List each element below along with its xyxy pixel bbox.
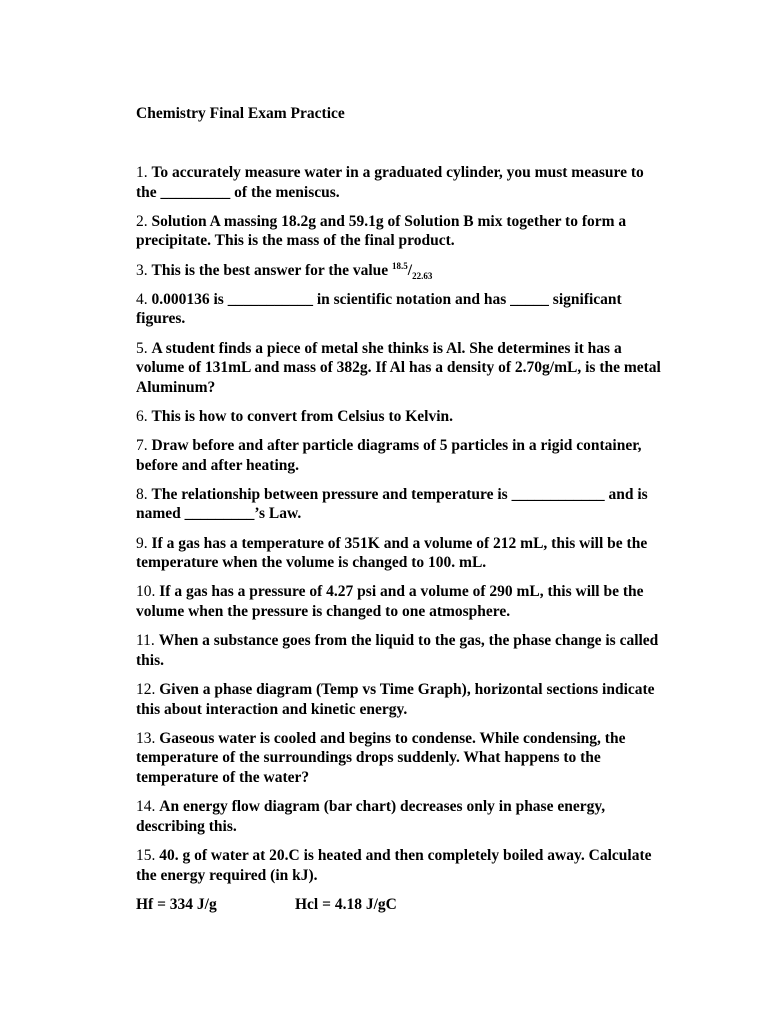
heat-of-fusion: Hf = 334 J/g	[136, 895, 217, 913]
question-text: Draw before and after particle diagrams of 5 particles in a rigid container, before and after heating.	[136, 437, 642, 474]
question-number: 2.	[136, 212, 148, 230]
question-6	[136, 407, 661, 427]
question-text: This is the best answer for the value	[151, 261, 389, 279]
question-10	[136, 582, 661, 621]
question-text: Given a phase diagram (Temp vs Time Graph), horizontal sections indicate this about interaction and kinetic energy.	[136, 681, 655, 718]
question-5	[136, 339, 661, 398]
question-text: A student finds a piece of metal she thinks is Al. She determines it has a volume of 131mL and mass of 382g. If Al has a density of 2.70g/mL, is the metal Aluminum?	[136, 339, 661, 396]
question-number: 12.	[136, 681, 156, 698]
fraction-numerator: 18.5	[392, 260, 408, 271]
question-text: This is how to convert from Celsius to Kelvin.	[151, 407, 454, 425]
question-number: 1.	[136, 164, 148, 181]
question-text: If a gas has a pressure of 4.27 psi and a volume of 290 mL, this will be the volume when the pressure is changed to one atmosphere.	[136, 583, 644, 621]
question-number: 11.	[136, 632, 155, 650]
question-8	[136, 485, 661, 524]
question-text: If a gas has a temperature of 351K and a volume of 212 mL, this will be the temperature when the volume is changed to 100. mL.	[136, 534, 648, 572]
question-12	[136, 680, 661, 719]
question-text: 40. g of water at 20.C is heated and then completely boiled away. Calculate the energy required (in kJ).	[136, 846, 652, 884]
question-text: 0.000136 is ___________ in scientific notation and has _____ significant figures.	[136, 290, 622, 328]
question-text: An energy flow diagram (bar chart) decreases only in phase energy, describing this.	[136, 798, 606, 835]
question-number: 9.	[136, 534, 148, 552]
page-title: Chemistry Final Exam Practice	[136, 105, 345, 122]
question-text: To accurately measure water in a graduated cylinder, you must measure to the _________ of the meniscus.	[136, 164, 644, 201]
question-14	[136, 797, 661, 836]
question-number: 13.	[136, 729, 156, 747]
question-text: When a substance goes from the liquid to the gas, the phase change is called this.	[136, 632, 659, 669]
question-text: The relationship between pressure and temperature is ____________ and is named _________’s Law.	[136, 485, 648, 523]
question-number: 15.	[136, 846, 156, 864]
question-1	[136, 163, 661, 202]
question-2	[136, 212, 661, 251]
question-text: Gaseous water is cooled and begins to condense. While condensing, the temperature of the surroundings drops suddenly. What happens to the temperature of the water?	[136, 729, 626, 786]
question-number: 6.	[136, 407, 148, 425]
question-13	[136, 729, 661, 788]
question-7	[136, 436, 661, 475]
question-number: 7.	[136, 437, 148, 455]
question-9	[136, 534, 661, 573]
fraction-denominator: 22.63	[412, 270, 433, 281]
question-list	[136, 163, 661, 924]
question-text: Solution A massing 18.2g and 59.1g of Solution B mix together to form a precipitate. This is the mass of the final product.	[136, 212, 627, 250]
question-15	[136, 846, 661, 885]
question-number: 10.	[136, 583, 156, 601]
question-number: 14.	[136, 798, 156, 816]
specific-heat-liquid: Hcl = 4.18 J/gC	[295, 895, 397, 913]
fraction-slash: /	[407, 261, 413, 279]
question-3	[136, 261, 661, 281]
question-number: 5.	[136, 339, 148, 357]
question-11	[136, 631, 661, 670]
question-4	[136, 290, 661, 329]
question-number: 4.	[136, 290, 148, 308]
constants-line	[136, 895, 661, 915]
question-number: 8.	[136, 485, 148, 503]
question-number: 3.	[136, 261, 148, 279]
